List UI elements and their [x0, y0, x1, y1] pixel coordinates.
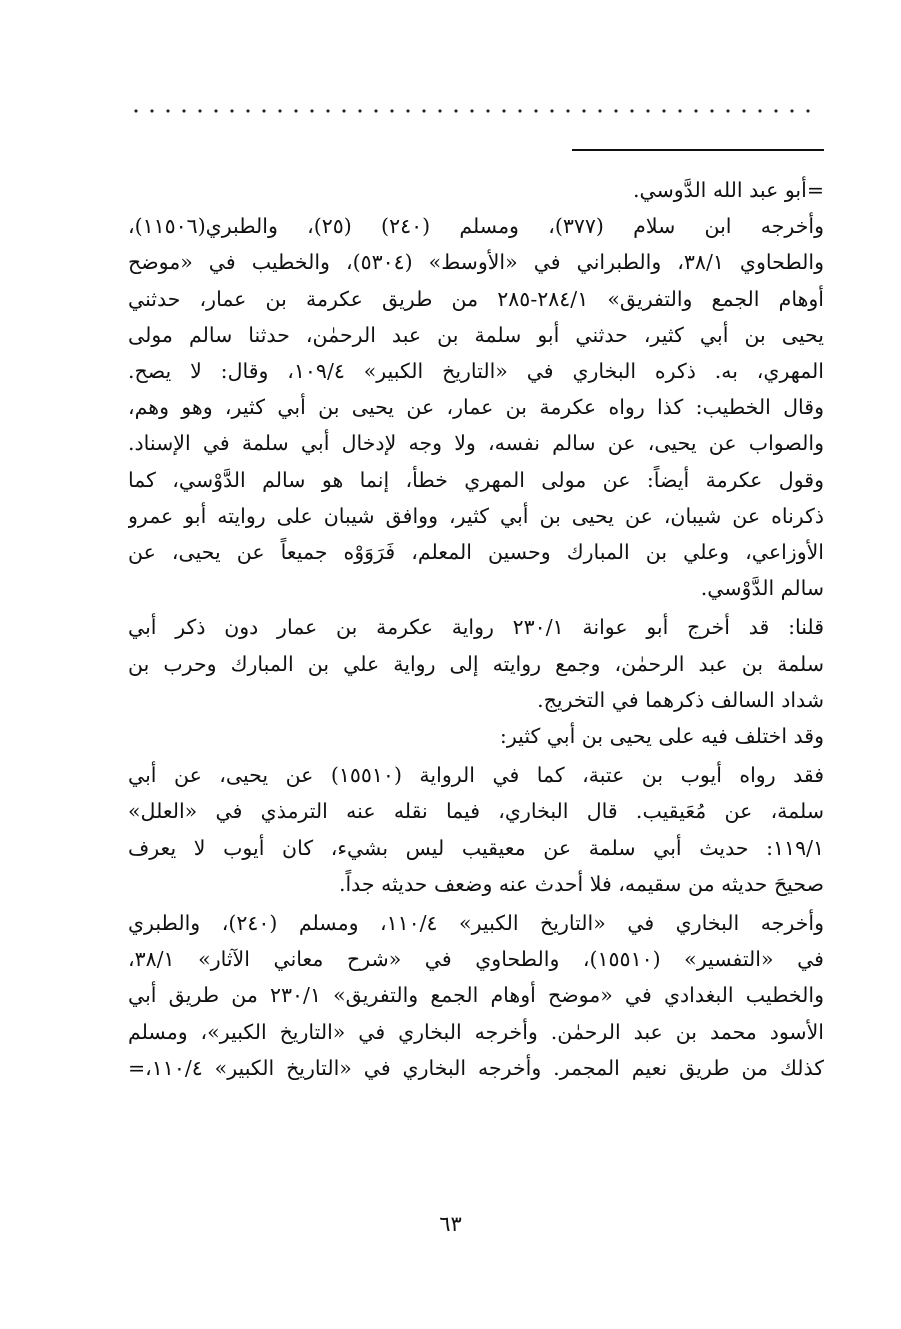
- text-line: الأوزاعي، وعلي بن المبارك وحسين المعلم، فَرَوَوْه جميعاً عن يحيى، عن: [128, 540, 824, 565]
- text-line: وقال الخطيب: كذا رواه عكرمة بن عمار، عن يحيى بن أبي كثير، وهو وهم،: [128, 395, 824, 420]
- text-line: المهري، به. ذكره البخاري في «التاريخ الكبير» ١٠٩/٤، وقال: لا يصح.: [128, 359, 824, 384]
- footnote-rule: [572, 149, 824, 151]
- text-line: سلمة، عن مُعَيقيب. قال البخاري، فيما نقله عنه الترمذي في «العلل»: [128, 799, 824, 824]
- text-line: وقد اختلف فيه على يحيى بن أبي كثير:: [499, 724, 824, 749]
- text-line: وقول عكرمة أيضاً: عن مولى المهري خطأ، إنما هو سالم الدَّوْسي، كما: [128, 467, 824, 492]
- footnote-text-block: [128, 172, 824, 1086]
- text-line: والخطيب البغدادي في «موضح أوهام الجمع والتفريق» ٢٣٠/١ من طريق أبي: [128, 983, 824, 1008]
- text-line: فقد رواه أيوب بن عتبة، كما في الرواية (١٥٥١٠) عن يحيى، عن أبي: [128, 763, 824, 788]
- text-line: وأخرجه ابن سلام (٣٧٧)، ومسلم (٢٤٠) (٢٥)، والطبري(١١٥٠٦)،: [128, 214, 824, 239]
- text-line: في «التفسير» (١٥٥١٠)، والطحاوي في «شرح معاني الآثار» ٣٨/١،: [128, 947, 824, 972]
- text-line: الأسود محمد بن عبد الرحمٰن. وأخرجه البخاري في «التاريخ الكبير»، ومسلم: [128, 1019, 824, 1044]
- text-line: أوهام الجمع والتفريق» ٢٨٤/١-٢٨٥ من طريق عكرمة بن عمار، حدثني: [128, 286, 824, 311]
- text-line: قلنا: قد أخرج أبو عوانة ٢٣٠/١ رواية عكرمة بن عمار دون ذكر أبي: [128, 615, 824, 640]
- text-line: والطحاوي ٣٨/١، والطبراني في «الأوسط» (٥٣٠٤)، والخطيب في «موضح: [128, 250, 824, 275]
- text-line: ١١٩/١: حديث أبي سلمة عن معيقيب ليس بشيء، كان أيوب لا يعرف: [128, 835, 824, 860]
- text-line: صحيحَ حديثه من سقيمه، فلا أحدث عنه وضعف حديثه جداً.: [338, 871, 824, 896]
- dotted-separator: [128, 104, 822, 118]
- text-line: شداد السالف ذكرهما في التخريج.: [537, 687, 824, 712]
- text-line: والصواب عن يحيى، عن سالم نفسه، ولا وجه لإدخال أبي سلمة في الإسناد.: [128, 431, 824, 456]
- text-line: ذكرناه عن شيبان، عن يحيى بن أبي كثير، ووافق شيبان على روايته أبو عمرو: [128, 503, 824, 528]
- text-line: =أبو عبد الله الدَّوسي.: [633, 178, 824, 202]
- text-line: سالم الدَّوْسي.: [700, 576, 824, 601]
- text-line: كذلك من طريق نعيم المجمر. وأخرجه البخاري في «التاريخ الكبير» ١١٠/٤،=: [128, 1055, 824, 1080]
- page-number: ٦٣: [439, 1212, 462, 1236]
- text-line: سلمة بن عبد الرحمٰن، وجمع روايته إلى رواية علي بن المبارك وحرب بن: [128, 651, 824, 676]
- text-line: يحيى بن أبي كثير، حدثني أبو سلمة بن عبد الرحمٰن، حدثنا سالم مولى: [128, 322, 824, 347]
- text-line: وأخرجه البخاري في «التاريخ الكبير» ١١٠/٤، ومسلم (٢٤٠)، والطبري: [128, 911, 824, 936]
